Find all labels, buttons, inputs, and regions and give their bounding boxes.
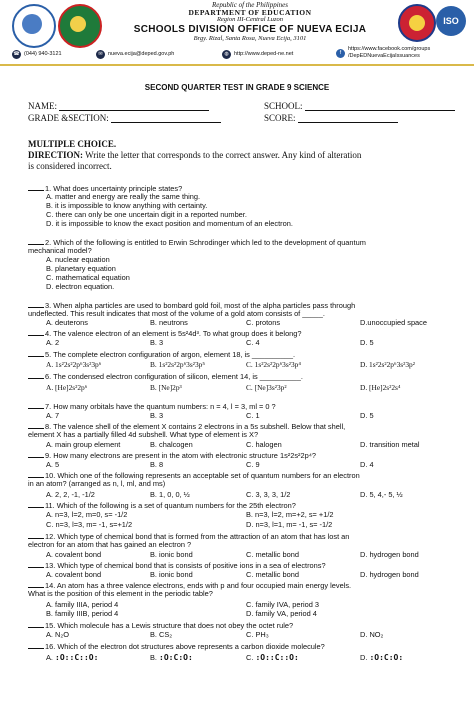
letterhead-text <box>120 2 380 42</box>
option-b: B. chalcogen <box>150 440 193 449</box>
answer-blank <box>28 470 44 478</box>
option-d: D. 4 <box>360 460 374 469</box>
question-10-cont: in an atom? (arranged as n, l, ml, and ms) <box>28 479 166 488</box>
phone-icon: ☎ <box>13 51 20 57</box>
option-a: A. family IIIA, period 4 <box>46 600 119 609</box>
question-text: 9. How many electrons are present in the atom with electronic structure 1s²2s²2p⁴? <box>45 451 317 460</box>
website-text: http://www.deped-ne.net <box>234 51 294 57</box>
question-5 <box>28 349 458 359</box>
option-d <box>360 653 403 662</box>
option-c: C. protons <box>246 318 281 327</box>
question-13 <box>28 560 458 570</box>
option-d: D. [He]2s²2s⁴ <box>360 383 401 392</box>
contact-facebook <box>336 44 430 62</box>
question-text: 11. Which of the following is a set of quantum numbers for the 25th electron? <box>45 501 296 510</box>
answer-blank <box>28 328 44 336</box>
option-b: B. 3 <box>150 411 164 420</box>
school-label: SCHOOL: <box>264 101 303 111</box>
option-b: B. 3 <box>150 338 164 347</box>
option-a: A. 2 <box>46 338 60 347</box>
question-text: 13. Which type of chemical bond that is consists of positive ions in a sea of electrons? <box>45 561 326 570</box>
score-field <box>264 113 398 123</box>
answer-blank <box>28 531 44 539</box>
option-a: A. N₂O <box>46 630 69 639</box>
answer-blank <box>28 500 44 508</box>
option-c: C. mathematical equation <box>46 273 130 282</box>
option-c: C. 3, 3, 3, 1/2 <box>246 490 291 499</box>
option-d: D. electron equation. <box>46 282 115 291</box>
globe-icon: ◍ <box>222 50 231 59</box>
contact-website <box>222 50 293 59</box>
option-a: A. nuclear equation <box>46 255 110 264</box>
test-title: SECOND QUARTER TEST IN GRADE 9 SCIENCE <box>144 83 330 92</box>
option-b: B. CS₂ <box>150 630 173 639</box>
option-d: D. 5 <box>360 411 374 420</box>
question-15 <box>28 620 458 630</box>
question-16 <box>28 641 458 651</box>
option-d: D. family VA, period 4 <box>246 609 317 618</box>
option-d: D. 1s²2s²2p⁶3s²3p² <box>360 360 415 369</box>
option-b: B. ionic bond <box>150 550 193 559</box>
option-a: A. deuterons <box>46 318 88 327</box>
option-a: A. 2, 2, -1, -1/2 <box>46 490 95 499</box>
option-c: C. halogen <box>246 440 282 449</box>
question-text: 1. What does uncertainty principle states? <box>45 184 183 193</box>
contact-phone <box>12 50 62 59</box>
question-11 <box>28 500 458 510</box>
section-title: MULTIPLE CHOICE. <box>28 139 117 149</box>
answer-blank <box>28 421 44 429</box>
direction-text-2: is considered incorrect. <box>28 161 112 171</box>
option-c <box>246 653 299 662</box>
grade-line <box>111 114 221 123</box>
option-d: D. hydrogen bond <box>360 550 419 559</box>
question-8-cont: element X has a partially filled 4d subshell. What type of element is X? <box>28 430 259 439</box>
option-b: B. 8 <box>150 460 164 469</box>
answer-blank <box>28 349 44 357</box>
name-line <box>59 102 209 111</box>
question-text: 5. The complete electron configuration of argon, element 18, is __________. <box>45 350 296 359</box>
option-letter: D. <box>360 653 368 662</box>
question-7 <box>28 401 458 411</box>
question-text: 6. The condensed electron configuration of silicon, element 14, is __________. <box>45 372 303 381</box>
option-c: C. 4 <box>246 338 260 347</box>
option-c: C. family IVA, period 3 <box>246 600 319 609</box>
option-letter: B. <box>150 653 157 662</box>
option-letter: A. <box>46 653 53 662</box>
facebook-icon: f <box>336 49 345 58</box>
option-d: D.unoccupied space <box>360 318 427 327</box>
direction-text: Write the letter that corresponds to the correct answer. Any kind of alteration <box>83 150 362 160</box>
option-d: D. transition metal <box>360 440 420 449</box>
answer-blank <box>28 237 44 245</box>
option-a: A. covalent bond <box>46 570 102 579</box>
iso-logo-text: ISO <box>443 16 459 26</box>
school-field <box>264 101 455 111</box>
division-seal-logo <box>58 4 102 48</box>
option-b: B. ionic bond <box>150 570 193 579</box>
option-c: C. PH₃ <box>246 630 269 639</box>
option-a <box>46 653 98 662</box>
option-d: D. 5, 4,- 5, ½ <box>360 490 403 499</box>
phone-text: (044) 940-3121 <box>24 51 62 57</box>
address-line: Brgy. Rizal, Santa Rosa, Nueva Ecija, 3101 <box>193 34 307 42</box>
lewis-structure-b: :O:C:O: <box>159 653 193 662</box>
name-label: NAME: <box>28 101 57 111</box>
option-a: A. matter and energy are really the same thing. <box>46 192 201 201</box>
option-b: B. n=3, l=2, m=+2, s= +1/2 <box>246 510 334 519</box>
bagong-pilipinas-logo <box>398 4 436 42</box>
option-letter: C. <box>246 653 254 662</box>
deped-seal-logo <box>12 4 56 48</box>
option-c: C. 1s²2s²2p⁶3s²3p⁴ <box>246 360 301 369</box>
option-d: D. NO₂ <box>360 630 384 639</box>
answer-blank <box>28 560 44 568</box>
option-a: A. n=3, l=2, m=0, s= -1/2 <box>46 510 128 519</box>
option-c: C. n=3, l=3, m= -1, s=+1/2 <box>46 520 133 529</box>
office-line: SCHOOLS DIVISION OFFICE OF NUEVA ECIJA <box>133 24 367 36</box>
question-12-cont: electron for an atom that has gained an electron ? <box>28 540 192 549</box>
question-text: 14. An atom has a three valence electrons, ends with p and four occupied main energy levels. <box>45 581 352 590</box>
lewis-structure-a: :O::C::O: <box>55 653 99 662</box>
question-text: 4. The valence electron of an element is 5s²4d³. To what group does it belong? <box>45 329 302 338</box>
option-c: C. metallic bond <box>246 570 299 579</box>
option-b: B. [Ne]2p³ <box>150 383 182 392</box>
option-c: C. 9 <box>246 460 260 469</box>
option-b: B. planetary equation <box>46 264 116 273</box>
letterhead <box>0 0 474 62</box>
lewis-structure-d: :O:C:O: <box>369 653 404 662</box>
grade-label: GRADE &SECTION: <box>28 113 109 123</box>
question-6 <box>28 371 458 381</box>
question-text: 12. Which type of chemical bond that is formed from the attraction of an atom that has lost an <box>45 532 350 541</box>
answer-blank <box>28 450 44 458</box>
option-c: C. metallic bond <box>246 550 299 559</box>
answer-blank <box>28 620 44 628</box>
question-4 <box>28 328 458 338</box>
option-a: A. 1s²2s²2p⁶3s²3p⁶ <box>46 360 102 369</box>
contact-email <box>96 50 174 59</box>
answer-blank <box>28 371 44 379</box>
header-divider <box>0 64 474 66</box>
grade-section-field <box>28 113 221 123</box>
department-line: DEPARTMENT OF EDUCATION <box>188 8 312 18</box>
republic-line: Republic of the Philippines <box>211 1 288 9</box>
question-14-cont: What is the position of this element in the periodic table? <box>28 589 213 598</box>
question-text: 10. Which one of the following represents an acceptable set of quantum numbers for an electron <box>45 471 360 480</box>
answer-blank <box>28 183 44 191</box>
question-text: 7. How many orbitals have the quantum numbers: n = 4, l = 3, ml = 0 ? <box>45 402 276 411</box>
score-label: SCORE: <box>264 113 296 123</box>
facebook-text-1: https://www.facebook.com/groups <box>348 46 431 52</box>
lewis-structure-c: :O::C::O: <box>255 653 299 662</box>
question-text: 2. Which of the following is entitled to Erwin Schrodinger which led to the development of quantum <box>45 238 366 247</box>
school-line <box>305 102 455 111</box>
option-d: D. it is impossible to know the exact position and momentum of an electron. <box>46 219 293 228</box>
option-b: B. 1, 0, 0, ½ <box>150 490 190 499</box>
option-a: A. covalent bond <box>46 550 102 559</box>
option-d: D. 5 <box>360 338 374 347</box>
option-a: A. main group element <box>46 440 121 449</box>
option-b: B. neutrons <box>150 318 188 327</box>
direction <box>28 150 458 160</box>
name-field <box>28 101 209 111</box>
region-line: Region III-Central Luzon <box>216 16 284 24</box>
option-b <box>150 653 193 662</box>
question-text: 16. Which of the electron dot structures above represents a carbon dioxide molecule? <box>45 642 325 651</box>
question-2-cont: mechanical model? <box>28 246 92 255</box>
question-9 <box>28 450 458 460</box>
answer-blank <box>28 300 44 308</box>
option-d: D. hydrogen bond <box>360 570 419 579</box>
answer-blank <box>28 401 44 409</box>
score-line <box>298 114 398 123</box>
facebook-text-2: /DepEDNuevaEcijaIssuances <box>348 53 420 59</box>
option-a: A. 5 <box>46 460 60 469</box>
email-text: nueva.ecija@deped.gov.ph <box>108 51 175 57</box>
answer-blank <box>28 641 44 649</box>
option-d: D. n=3, l=1, m= -1, s= -1/2 <box>246 520 333 529</box>
option-b: B. it is impossible to know anything with certainty. <box>46 201 208 210</box>
question-text: 8. The valence shell of the element X contains 2 electrons in a 5s subshell. Below that shell, <box>45 422 346 431</box>
option-a: A. [He]2s²2p⁶ <box>46 383 88 392</box>
answer-blank <box>28 580 44 588</box>
option-c: C. there can only be one uncertain digit in a reported number. <box>46 210 247 219</box>
question-3-cont: undeflected. This result indicates that most of the volume of a gold atom consists of _____. <box>28 309 325 318</box>
option-a: A. 7 <box>46 411 60 420</box>
question-text: 3. When alpha particles are used to bombard gold foil, most of the alpha particles pass through <box>45 301 356 310</box>
question-text: 15. Which molecule has a Lewis structure that does not obey the octet rule? <box>45 621 294 630</box>
option-b: B. family IIIB, period 4 <box>46 609 119 618</box>
option-c: C. [Ne]3s²3p² <box>246 383 287 392</box>
option-b: B. 1s²2s²2p⁶3s²3p⁵ <box>150 360 205 369</box>
mail-icon: ✉ <box>96 50 105 59</box>
direction-label: DIRECTION: <box>28 150 84 160</box>
option-c: C. 1 <box>246 411 260 420</box>
iso-certification-logo <box>436 6 466 36</box>
